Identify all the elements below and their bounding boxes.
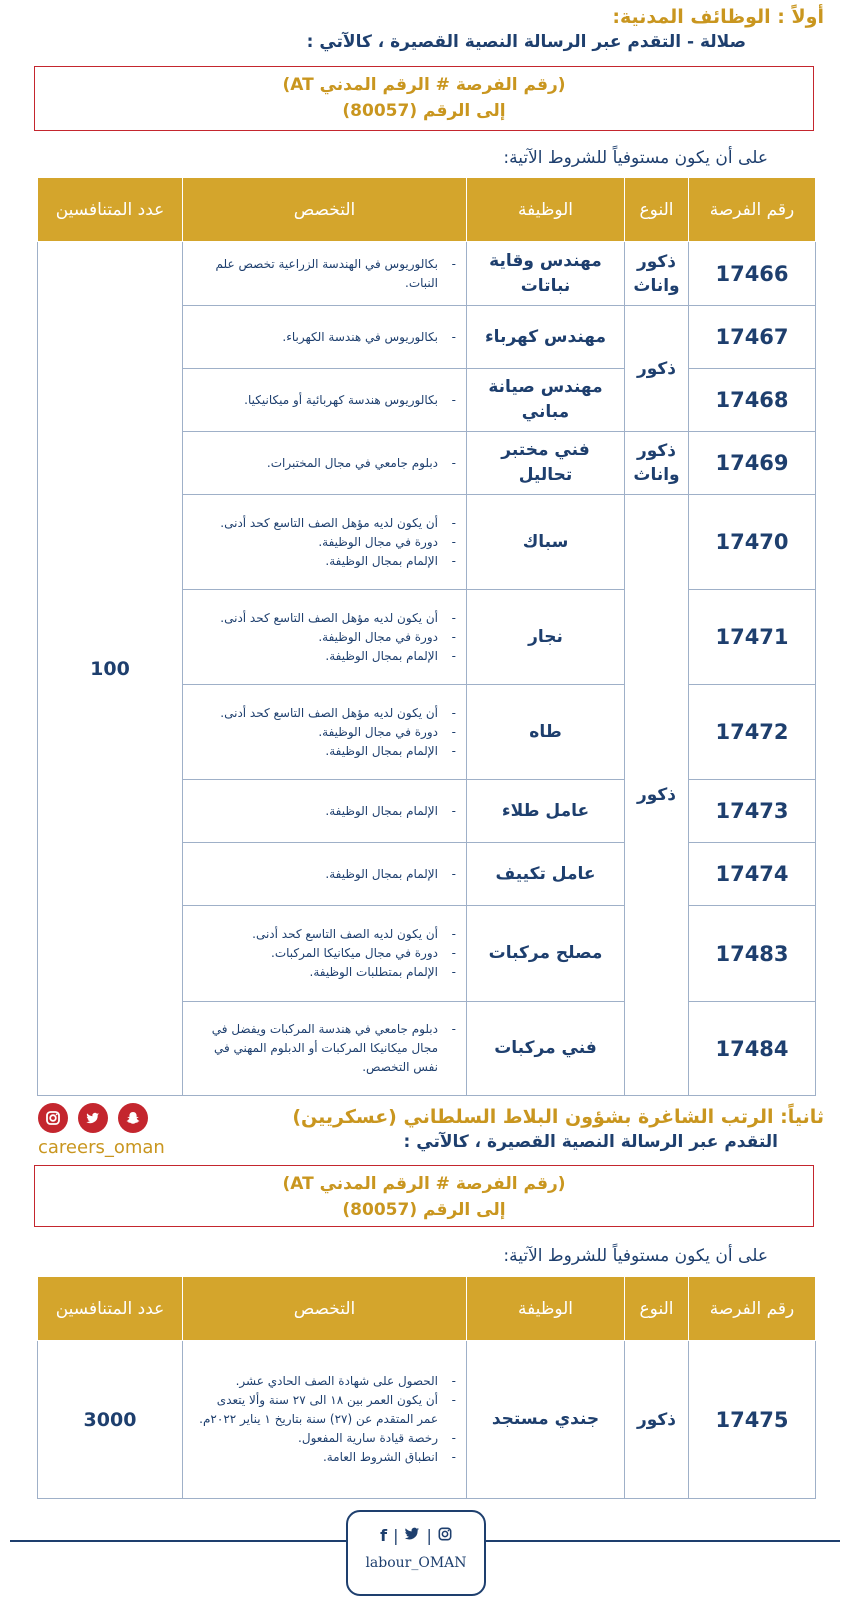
requirement-item: - دورة في مجال ميكانيكا المركبات. [195, 944, 458, 963]
requirement-item: - دورة في مجال الوظيفة. [195, 628, 458, 647]
sms-number-line: إلى الرقم (80057) [342, 101, 506, 121]
opportunity-number: 17467 [689, 306, 816, 369]
specialty-cell [183, 780, 467, 843]
section1-subtitle: صلالة - التقدم عبر الرسالة النصية القصيرة ، كالآتي : [306, 32, 746, 52]
requirement-item: - أن يكون لديه الصف التاسع كحد أدنى. [195, 925, 458, 944]
header-job: الوظيفة [467, 178, 625, 242]
job-title: مهندس وقاية نباتات [467, 242, 625, 306]
specialty-cell [183, 369, 467, 432]
requirement-item: - الإلمام بمجال الوظيفة. [195, 802, 458, 821]
opportunity-number: 17469 [689, 432, 816, 495]
requirement-item: - أن يكون العمر بين ١٨ الى ٢٧ سنة وألا يتعدى عمر المتقدم عن (٢٧) سنة بتاريخ ١ يناير ٢٠٢٢م. [195, 1391, 458, 1429]
opportunity-number: 17470 [689, 495, 816, 590]
table-header-row [38, 178, 816, 242]
requirement-item: - دورة في مجال الوظيفة. [195, 533, 458, 552]
conditions-heading: على أن يكون مستوفياً للشروط الآتية: [503, 148, 768, 168]
requirement-item: - الإلمام بمجال الوظيفة. [195, 865, 458, 884]
twitter-icon[interactable] [78, 1103, 108, 1133]
header-gender: النوع [625, 178, 689, 242]
military-jobs-table [37, 1276, 816, 1499]
specialty-cell [183, 590, 467, 685]
job-title: سباك [467, 495, 625, 590]
job-title: طاه [467, 685, 625, 780]
requirement-item: - أن يكون لديه مؤهل الصف التاسع كحد أدنى. [195, 704, 458, 723]
requirement-item: - الإلمام بمجال الوظيفة. [195, 647, 458, 666]
header-job: الوظيفة [467, 1277, 625, 1341]
opportunity-number: 17472 [689, 685, 816, 780]
competitors-count: 3000 [38, 1341, 183, 1499]
gender-cell: ذكور واناث [625, 242, 689, 306]
twitter-icon[interactable] [404, 1526, 420, 1545]
job-title: مهندس صيانة مباني [467, 369, 625, 432]
specialty-cell [183, 1002, 467, 1096]
job-title: فني مختبر تحاليل [467, 432, 625, 495]
specialty-cell [183, 843, 467, 906]
sms-format-line: (رقم الفرصة # الرقم المدني AT) [282, 1174, 566, 1194]
job-title: عامل تكييف [467, 843, 625, 906]
opportunity-number: 17471 [689, 590, 816, 685]
header-gender: النوع [625, 1277, 689, 1341]
table-header-row [38, 1277, 816, 1341]
instagram-icon[interactable] [38, 1103, 68, 1133]
job-title: مصلح مركبات [467, 906, 625, 1002]
requirement-item: - انطباق الشروط العامة. [195, 1448, 458, 1467]
specialty-cell [183, 306, 467, 369]
competitors-count: 100 [38, 242, 183, 1096]
specialty-cell [183, 906, 467, 1002]
header-specialty: التخصص [183, 1277, 467, 1341]
requirement-item: - رخصة قيادة سارية المفعول. [195, 1429, 458, 1448]
requirement-item: - أن يكون لديه مؤهل الصف التاسع كحد أدنى. [195, 514, 458, 533]
requirement-item: - الإلمام بمجال الوظيفة. [195, 552, 458, 571]
requirement-item: - الإلمام بمجال الوظيفة. [195, 742, 458, 761]
job-title: عامل طلاء [467, 780, 625, 843]
footer-divider-left [10, 1540, 346, 1542]
header-opportunity: رقم الفرصة [689, 1277, 816, 1341]
requirement-item: - بكالوريوس في الهندسة الزراعية تخصص علم النبات. [195, 255, 458, 293]
gender-cell: ذكور [625, 306, 689, 432]
opportunity-number: 17475 [689, 1341, 816, 1499]
opportunity-number: 17473 [689, 780, 816, 843]
job-title: نجار [467, 590, 625, 685]
requirement-item: - الإلمام بمتطلبات الوظيفة. [195, 963, 458, 982]
specialty-cell [183, 432, 467, 495]
opportunity-number: 17483 [689, 906, 816, 1002]
snapchat-icon[interactable] [118, 1103, 148, 1133]
labour-handle[interactable]: labour_OMAN [365, 1555, 467, 1571]
specialty-cell [183, 1341, 467, 1499]
specialty-cell [183, 242, 467, 306]
requirement-item: - بكالوريوس في هندسة الكهرباء. [195, 328, 458, 347]
facebook-icon[interactable]: f [380, 1526, 388, 1545]
table-row [38, 1341, 816, 1499]
header-opportunity: رقم الفرصة [689, 178, 816, 242]
footer-social-badge: f | | labour_OMAN [346, 1510, 486, 1596]
sms-format-box-2 [34, 1165, 814, 1227]
requirement-item: - أن يكون لديه مؤهل الصف التاسع كحد أدنى. [195, 609, 458, 628]
specialty-cell [183, 495, 467, 590]
gender-cell: ذكور [625, 495, 689, 1096]
opportunity-number: 17484 [689, 1002, 816, 1096]
gender-cell: ذكور واناث [625, 432, 689, 495]
gender-cell: ذكور [625, 1341, 689, 1499]
section2-subtitle: التقدم عبر الرسالة النصية القصيرة ، كالآتي : [403, 1132, 778, 1152]
conditions-heading-2: على أن يكون مستوفياً للشروط الآتية: [503, 1246, 768, 1266]
civil-jobs-table [37, 177, 816, 1096]
requirement-item: - دبلوم جامعي في مجال المختبرات. [195, 454, 458, 473]
careers-handle[interactable]: careers_oman [38, 1137, 165, 1158]
requirement-item: - دورة في مجال الوظيفة. [195, 723, 458, 742]
sms-number-line: إلى الرقم (80057) [342, 1200, 506, 1220]
section2-title: ثانياً: الرتب الشاغرة بشؤون البلاط السلطاني (عسكريين) [292, 1106, 824, 1128]
instagram-icon[interactable] [438, 1526, 452, 1545]
job-title: فني مركبات [467, 1002, 625, 1096]
header-count: عدد المتنافسين [38, 178, 183, 242]
requirement-item: - دبلوم جامعي في هندسة المركبات ويفضل في مجال ميكانيكا المركبات أو الدبلوم المهني في نفس التخصص. [195, 1020, 458, 1077]
specialty-cell [183, 685, 467, 780]
opportunity-number: 17466 [689, 242, 816, 306]
requirement-item: - بكالوريوس هندسة كهربائية أو ميكانيكيا. [195, 391, 458, 410]
job-title: جندي مستجد [467, 1341, 625, 1499]
sms-format-box [34, 66, 814, 131]
job-title: مهندس كهرباء [467, 306, 625, 369]
careers-social-block [38, 1103, 168, 1158]
table-row [38, 242, 816, 306]
opportunity-number: 17474 [689, 843, 816, 906]
header-count: عدد المتنافسين [38, 1277, 183, 1341]
section1-title: أولاً : الوظائف المدنية: [612, 6, 824, 28]
opportunity-number: 17468 [689, 369, 816, 432]
header-specialty: التخصص [183, 178, 467, 242]
sms-format-line: (رقم الفرصة # الرقم المدني AT) [282, 75, 566, 95]
requirement-item: - الحصول على شهادة الصف الحادي عشر. [195, 1372, 458, 1391]
footer-divider-right [486, 1540, 840, 1542]
